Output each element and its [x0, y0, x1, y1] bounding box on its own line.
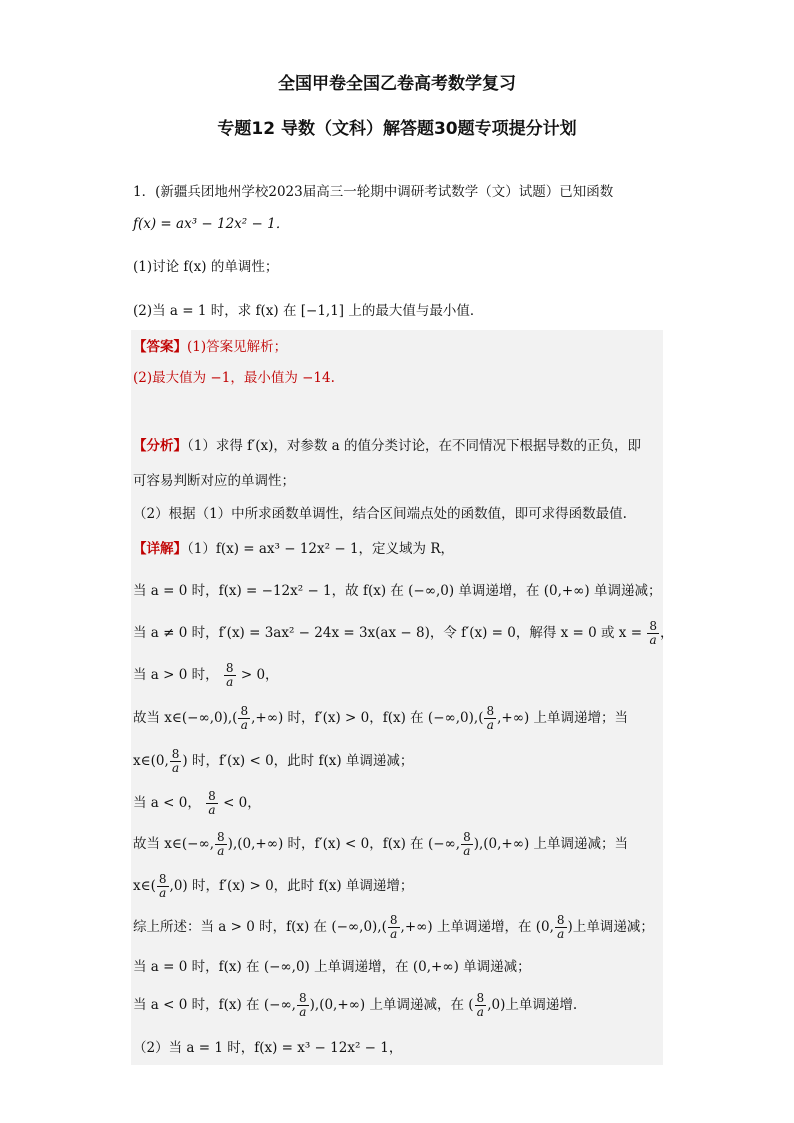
sum1-text-c: 上单调递减； — [572, 919, 654, 935]
frac-den: a — [240, 718, 248, 732]
paren: (−∞, — [181, 836, 215, 852]
analysis-line-1 — [133, 436, 641, 456]
neg-text-a: 故当 x∈ — [133, 836, 182, 852]
fraction — [475, 992, 487, 1019]
paren: ,0) — [487, 997, 506, 1013]
summary-line-2: 当 a = 0 时，f(x) 在 (−∞,0) 上单调递增，在 (0,+∞) 单调递减； — [133, 959, 531, 975]
fraction — [461, 831, 473, 858]
document-subtitle: 专题12 导数（文科）解答题30题专项提分计划 — [217, 119, 577, 139]
neg2-text-a: x∈ — [133, 878, 151, 894]
fraction — [215, 831, 227, 858]
case-a-positive-ineq: > 0， — [240, 667, 279, 683]
pos-text-c: 上单调递增；当 — [533, 710, 629, 726]
negative-increase-line — [133, 873, 413, 900]
fraction — [206, 790, 218, 817]
answer-1: (1)答案见解析； — [187, 339, 288, 355]
negative-decrease-line — [133, 831, 628, 858]
paren: ,+∞) — [251, 710, 284, 726]
answer-tag: 【答案】 — [133, 339, 187, 355]
analysis-tag: 【分析】 — [133, 438, 187, 454]
paren: ( — [381, 919, 387, 935]
paren: ) — [309, 997, 315, 1013]
paren: ) — [182, 753, 188, 769]
frac-num: 8 — [556, 913, 565, 927]
frac-den: a — [557, 927, 565, 941]
frac-den: a — [226, 675, 234, 689]
paren: ) — [473, 836, 479, 852]
frac-num: 8 — [225, 661, 234, 675]
case-a-zero: 当 a = 0 时，f(x) = −12x² − 1，故 f(x) 在 (−∞,0) 单调递增，在 (0,+∞) 单调递减； — [133, 583, 662, 599]
summary-line-1 — [133, 914, 654, 941]
frac-num: 8 — [208, 789, 216, 803]
analysis-1: （1）求得 f′(x)，对参数 a 的值分类讨论，在不同情况下根据导数的正负，即 — [187, 438, 641, 454]
paren: (−∞, — [263, 997, 296, 1013]
fraction — [157, 873, 169, 900]
sum3-text-c: 上单调递增. — [505, 997, 578, 1013]
paren: ( — [478, 710, 484, 726]
positive-increase-line — [133, 705, 628, 732]
frac-den: a — [159, 886, 167, 900]
problem-part-1: (1)讨论 f(x) 的单调性； — [133, 259, 279, 275]
detail-tag: 【详解】 — [133, 541, 187, 557]
paren: ) — [227, 836, 233, 852]
frac-num: 8 — [649, 619, 657, 633]
frac-den: a — [390, 927, 398, 941]
paren: ,+∞) — [400, 919, 433, 935]
frac-den: a — [649, 633, 657, 647]
frac-num: 8 — [171, 747, 180, 761]
frac-num: 8 — [158, 872, 167, 886]
paren: (0, — [535, 919, 554, 935]
problem-part-2: (2)当 a = 1 时，求 f(x) 在 [−1,1] 上的最大值与最小值． — [133, 303, 484, 319]
paren: ( — [468, 997, 474, 1013]
frac-num: 8 — [463, 830, 471, 844]
analysis-3: （2）根据（1）中所求函数单调性，结合区间端点处的函数值，即可求得函数最值. — [133, 506, 627, 522]
frac-num: 8 — [298, 991, 307, 1005]
frac-den: a — [463, 844, 471, 858]
frac-num: 8 — [476, 991, 485, 1005]
paren: ,0) — [169, 878, 188, 894]
sum1-text-b: 上单调递增，在 — [436, 919, 532, 935]
fraction — [238, 705, 250, 732]
case-a-negative — [133, 790, 261, 817]
sum3-text-a: 当 a < 0 时，f(x) 在 — [133, 997, 260, 1013]
case-a-nonzero-text: 当 a ≠ 0 时，f′(x) = 3ax² − 24x = 3x(ax − 8)，令 f′(x) = 0，解得 x = 0 或 x = — [133, 625, 643, 641]
document-title: 全国甲卷全国乙卷高考数学复习 — [278, 74, 516, 94]
frac-num: 8 — [486, 704, 495, 718]
answer-2: (2)最大值为 −1，最小值为 −14. — [133, 370, 335, 386]
fraction — [484, 705, 496, 732]
pos2-text-b: 时，f′(x) < 0，此时 f(x) 单调递减； — [191, 753, 414, 769]
case-a-positive — [133, 662, 279, 689]
frac-den: a — [299, 1005, 307, 1019]
frac-den: a — [217, 844, 225, 858]
frac-den: a — [486, 718, 494, 732]
neg2-text-b: 时，f′(x) > 0，此时 f(x) 单调递增； — [191, 878, 414, 894]
frac-num: 8 — [217, 830, 225, 844]
sum3-text-b: ,(0,+∞) 上单调递减，在 — [314, 997, 464, 1013]
paren: (0, — [150, 753, 169, 769]
neg-text-c: ,(0,+∞) 上单调递减；当 — [478, 836, 629, 852]
paren: ,+∞) — [497, 710, 530, 726]
paren: ( — [150, 878, 156, 894]
pos-text-b: 时，f′(x) > 0，f(x) 在 (−∞,0), — [287, 710, 479, 726]
analysis-2: 可容易判断对应的单调性； — [133, 473, 295, 489]
case-a-positive-text: 当 a > 0 时， — [133, 667, 219, 683]
fraction — [297, 992, 309, 1019]
neg-text-b: ,(0,+∞) 时，f′(x) < 0，f(x) 在 — [232, 836, 424, 852]
detail-line-1 — [133, 539, 454, 559]
sum1-text-a: 综上所述：当 a > 0 时，f(x) 在 (−∞,0), — [133, 919, 382, 935]
problem-intro: 1．(新疆兵团地州学校2023届高三一轮期中调研考试数学（文）试题）已知函数 — [133, 184, 614, 200]
case-a-nonzero: 当 a ≠ 0 时，f′(x) = 3ax² − 24x = 3x(ax − 8)，令 f′(x) = 0，解得 x = 0 或 x = $\frac{8}{a}$ ， — [133, 619, 674, 647]
frac-den: a — [208, 803, 216, 817]
paren: ( — [232, 710, 238, 726]
fraction — [388, 914, 400, 941]
detail-1: （1）f(x) = ax³ − 12x² − 1，定义域为 R， — [187, 541, 454, 557]
frac-num: 8 — [240, 704, 249, 718]
paren: ) — [567, 919, 573, 935]
summary-line-3 — [133, 992, 577, 1019]
frac-den: a — [172, 761, 180, 775]
part-2-line: （2）当 a = 1 时，f(x) = x³ − 12x² − 1， — [133, 1040, 403, 1056]
fraction — [224, 662, 236, 689]
problem-function: f(x) = ax³ − 12x² − 1． — [133, 216, 290, 232]
case-a-negative-text: 当 a < 0， — [133, 795, 201, 811]
pos2-text-a: x∈ — [133, 753, 151, 769]
fraction — [170, 748, 182, 775]
fraction — [647, 620, 659, 647]
frac-num: 8 — [389, 913, 398, 927]
paren: (−∞, — [427, 836, 461, 852]
positive-decrease-line — [133, 748, 413, 775]
answer-line-1 — [133, 337, 287, 357]
frac-den: a — [476, 1005, 484, 1019]
case-a-negative-ineq: < 0， — [223, 795, 261, 811]
fraction — [555, 914, 567, 941]
pos-text-a: 故当 x∈(−∞,0), — [133, 710, 233, 726]
